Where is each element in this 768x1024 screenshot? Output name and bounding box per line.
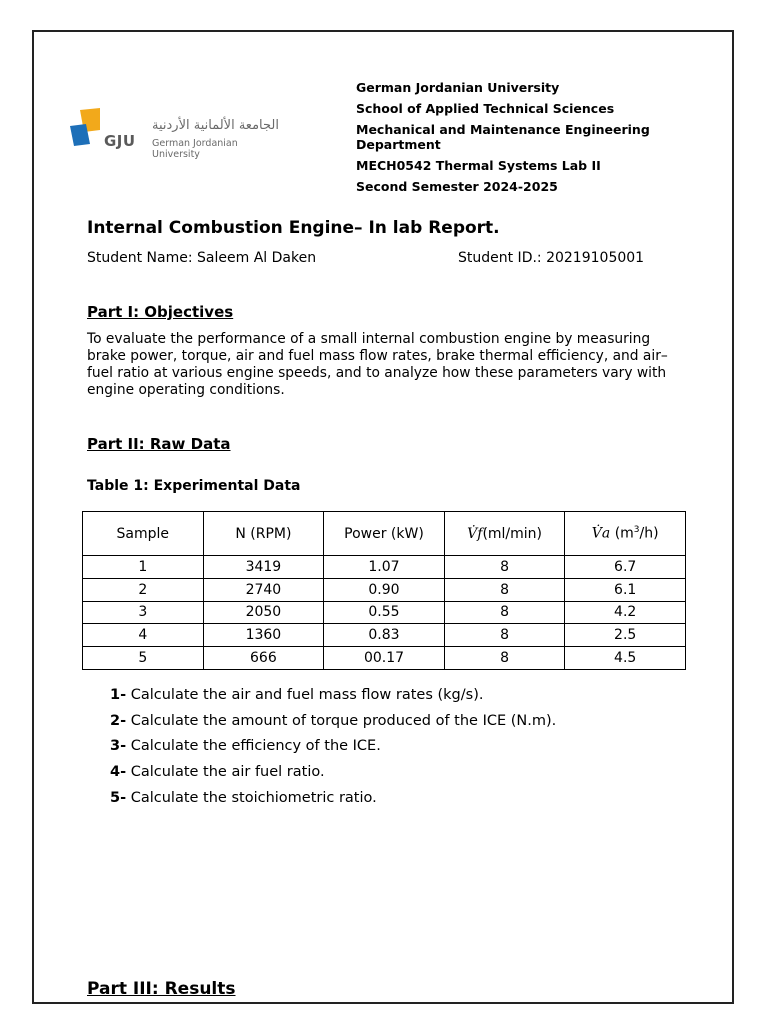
task-text: Calculate the efficiency of the ICE. <box>130 738 381 755</box>
student-name: Student Name: Saleem Al Daken <box>87 250 317 266</box>
list-item <box>110 686 556 712</box>
air-flow-symbol: V̇a <box>591 525 611 542</box>
table-row <box>83 601 686 624</box>
school-name: School of Applied Technical Sciences <box>356 101 615 116</box>
cell-power: 0.83 <box>324 624 445 647</box>
col-rpm: N (RPM) <box>203 512 324 556</box>
cell-sample: 2 <box>83 578 204 601</box>
col-fuel-flow <box>444 512 565 556</box>
col-sample: Sample <box>83 512 204 556</box>
table-row <box>83 624 686 647</box>
logo-arabic-name: الجامعة الألمانية الأردنية <box>152 118 279 133</box>
cell-sample: 5 <box>83 647 204 670</box>
col-power: Power (kW) <box>324 512 445 556</box>
cell-rpm: 1360 <box>203 624 324 647</box>
cell-air-flow: 2.5 <box>565 624 686 647</box>
task-number: 1- <box>110 687 127 703</box>
table-row <box>83 578 686 601</box>
air-flow-unit-close: /h) <box>639 525 659 542</box>
cell-air-flow: 6.7 <box>565 556 686 579</box>
course-name: MECH0542 Thermal Systems Lab II <box>356 158 601 173</box>
logo-abbreviation: GJU <box>104 132 136 150</box>
cell-power: 0.55 <box>324 601 445 624</box>
task-number: 5- <box>110 789 127 806</box>
task-list <box>110 686 556 814</box>
logo-english-name: German Jordanian University <box>152 138 238 160</box>
table-caption: Table 1: Experimental Data <box>87 478 301 494</box>
list-item <box>110 712 556 738</box>
task-text: Calculate the air and fuel mass flow rates (kg/s). <box>130 687 484 703</box>
cell-fuel-flow: 8 <box>444 624 565 647</box>
cell-rpm: 2050 <box>203 601 324 624</box>
cell-fuel-flow: 8 <box>444 647 565 670</box>
task-text: Calculate the air fuel ratio. <box>130 764 325 781</box>
report-title: Internal Combustion Engine– In lab Report. <box>87 218 500 238</box>
university-name: German Jordanian University <box>356 80 560 95</box>
task-number: 3- <box>110 738 127 755</box>
cell-rpm: 666 <box>203 647 324 670</box>
cell-sample: 3 <box>83 601 204 624</box>
fuel-flow-symbol: V̇f <box>467 525 483 542</box>
air-flow-unit-exponent: 3 <box>633 525 640 536</box>
semester: Second Semester 2024-2025 <box>356 179 558 194</box>
table-row <box>83 556 686 579</box>
department-name: Mechanical and Maintenance Engineering Department <box>356 122 650 152</box>
list-item <box>110 737 556 763</box>
air-flow-unit: (m <box>614 525 634 542</box>
cell-power: 0.90 <box>324 578 445 601</box>
cell-power: 1.07 <box>324 556 445 579</box>
cell-air-flow: 4.2 <box>565 601 686 624</box>
cell-sample: 1 <box>83 556 204 579</box>
cell-rpm: 2740 <box>203 578 324 601</box>
cell-fuel-flow: 8 <box>444 556 565 579</box>
fuel-flow-unit: (ml/min) <box>482 525 543 542</box>
task-text: Calculate the amount of torque produced of the ICE (N.m). <box>130 712 557 729</box>
table-header-row <box>83 512 686 556</box>
cell-rpm: 3419 <box>203 556 324 579</box>
gju-logo <box>70 100 285 160</box>
objectives-text: To evaluate the performance of a small internal combustion engine by measuring brake power, torque, air and fuel mass flow rates, brake thermal efficiency, and air–fuel ratio at various engine speeds, and to analyze how these parameters vary with engine operating conditions. <box>87 331 668 398</box>
list-item <box>110 763 556 789</box>
cell-fuel-flow: 8 <box>444 578 565 601</box>
student-id: Student ID.: 20219105001 <box>458 250 645 266</box>
raw-data-heading: Part II: Raw Data <box>87 435 231 453</box>
cell-power: 00.17 <box>324 647 445 670</box>
task-number: 2- <box>110 712 127 729</box>
col-air-flow <box>565 512 686 556</box>
cell-sample: 4 <box>83 624 204 647</box>
cell-air-flow: 4.5 <box>565 647 686 670</box>
cell-fuel-flow: 8 <box>444 601 565 624</box>
results-heading: Part III: Results <box>87 979 236 999</box>
table-row <box>83 647 686 670</box>
cell-air-flow: 6.1 <box>565 578 686 601</box>
task-text: Calculate the stoichiometric ratio. <box>130 789 377 806</box>
objectives-heading: Part I: Objectives <box>87 303 234 321</box>
task-number: 4- <box>110 764 127 781</box>
list-item <box>110 789 556 815</box>
header-info <box>356 80 696 200</box>
gju-logo-mark-icon <box>70 108 102 148</box>
experimental-data-table <box>82 511 686 670</box>
